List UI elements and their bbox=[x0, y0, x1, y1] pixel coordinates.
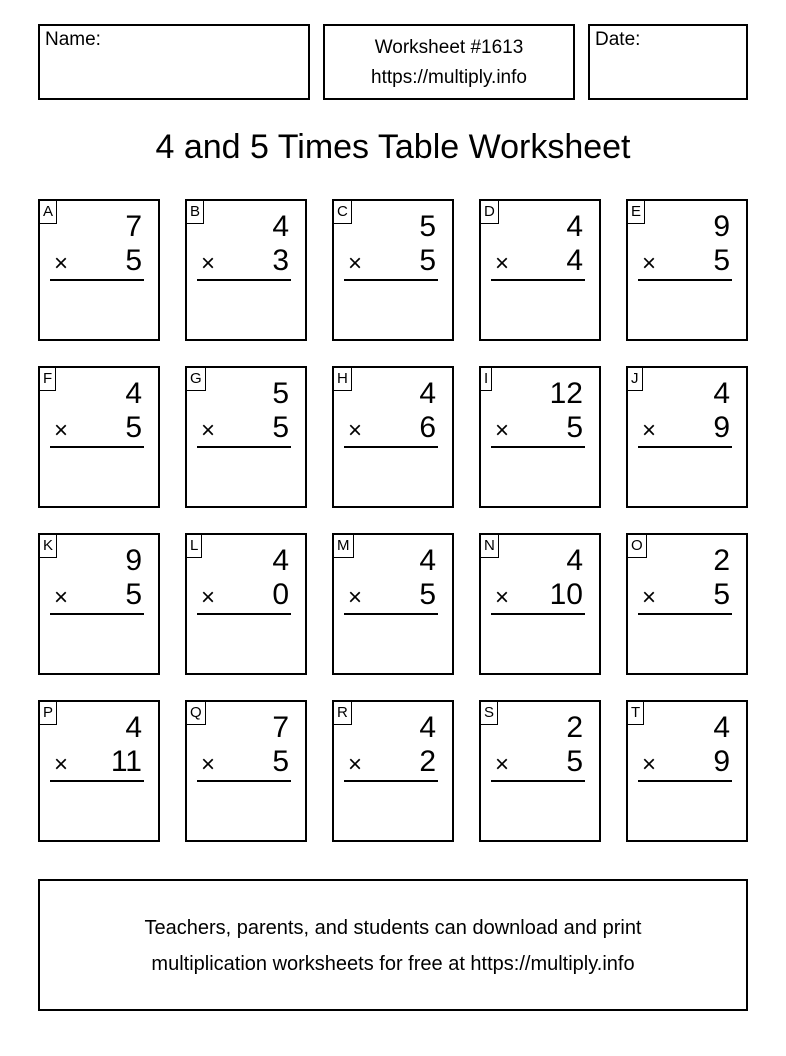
problem-top-number: 4 bbox=[125, 711, 142, 744]
problem-bottom-number: 5 bbox=[272, 745, 289, 778]
problem-top-number: 4 bbox=[566, 210, 583, 243]
worksheet-url: https://multiply.info bbox=[371, 67, 527, 88]
answer-line bbox=[491, 446, 585, 448]
problem-card[interactable] bbox=[479, 366, 601, 508]
problem-bottom-number: 3 bbox=[272, 244, 289, 277]
problem-card[interactable] bbox=[626, 700, 748, 842]
multiply-operator: × bbox=[495, 250, 510, 277]
date-field-box[interactable] bbox=[588, 24, 748, 100]
multiply-operator: × bbox=[495, 584, 510, 611]
answer-line bbox=[638, 613, 732, 615]
multiply-operator: × bbox=[495, 417, 510, 444]
problem-card[interactable] bbox=[185, 199, 307, 341]
answer-line bbox=[344, 446, 438, 448]
multiply-operator: × bbox=[54, 584, 69, 611]
worksheet-info-box bbox=[323, 24, 575, 100]
problem-top-number: 2 bbox=[713, 544, 730, 577]
worksheet-title: 4 and 5 Times Table Worksheet bbox=[155, 128, 631, 166]
name-field-box[interactable] bbox=[38, 24, 310, 100]
multiply-operator: × bbox=[348, 417, 363, 444]
problem-bottom-number: 0 bbox=[272, 578, 289, 611]
problem-bottom-number: 9 bbox=[713, 411, 730, 444]
problem-letter: S bbox=[481, 702, 498, 725]
problem-letter: C bbox=[334, 201, 352, 224]
problem-letter: M bbox=[334, 535, 354, 558]
multiply-operator: × bbox=[642, 417, 657, 444]
problem-top-number: 4 bbox=[272, 544, 289, 577]
problem-top-number: 4 bbox=[713, 711, 730, 744]
problem-letter: A bbox=[40, 201, 57, 224]
multiply-operator: × bbox=[642, 250, 657, 277]
multiply-operator: × bbox=[495, 751, 510, 778]
problem-bottom-number: 5 bbox=[566, 411, 583, 444]
multiply-operator: × bbox=[201, 417, 216, 444]
problem-bottom-number: 10 bbox=[549, 578, 583, 611]
problem-card[interactable] bbox=[626, 199, 748, 341]
problem-card[interactable] bbox=[479, 199, 601, 341]
problem-top-number: 2 bbox=[566, 711, 583, 744]
answer-line bbox=[638, 780, 732, 782]
problem-bottom-number: 5 bbox=[713, 578, 730, 611]
problem-top-number: 7 bbox=[125, 210, 142, 243]
answer-line bbox=[50, 279, 144, 281]
answer-line bbox=[197, 279, 291, 281]
problem-bottom-number: 9 bbox=[713, 745, 730, 778]
problem-card[interactable] bbox=[332, 366, 454, 508]
answer-line bbox=[50, 780, 144, 782]
problem-card[interactable] bbox=[479, 533, 601, 675]
multiply-operator: × bbox=[54, 751, 69, 778]
answer-line bbox=[638, 446, 732, 448]
problem-bottom-number: 11 bbox=[110, 745, 142, 778]
multiply-operator: × bbox=[54, 250, 69, 277]
problem-top-number: 5 bbox=[419, 210, 436, 243]
problem-letter: R bbox=[334, 702, 352, 725]
problem-bottom-number: 4 bbox=[566, 244, 583, 277]
answer-line bbox=[344, 613, 438, 615]
problem-card[interactable] bbox=[38, 700, 160, 842]
problem-top-number: 4 bbox=[566, 544, 583, 577]
answer-line bbox=[638, 279, 732, 281]
problem-card[interactable] bbox=[626, 366, 748, 508]
problem-card[interactable] bbox=[38, 366, 160, 508]
problem-bottom-number: 5 bbox=[566, 745, 583, 778]
problem-letter: N bbox=[481, 535, 499, 558]
problem-letter: L bbox=[187, 535, 202, 558]
answer-line bbox=[344, 279, 438, 281]
problem-top-number: 4 bbox=[419, 377, 436, 410]
problem-letter: D bbox=[481, 201, 499, 224]
multiply-operator: × bbox=[642, 584, 657, 611]
problem-top-number: 4 bbox=[713, 377, 730, 410]
problem-letter: E bbox=[628, 201, 645, 224]
worksheet-number: Worksheet #1613 bbox=[374, 37, 524, 58]
multiply-operator: × bbox=[348, 751, 363, 778]
answer-line bbox=[491, 780, 585, 782]
answer-line bbox=[344, 780, 438, 782]
problem-top-number: 9 bbox=[125, 544, 142, 577]
problem-bottom-number: 5 bbox=[125, 578, 142, 611]
name-label: Name: bbox=[45, 29, 101, 50]
problem-letter: B bbox=[187, 201, 204, 224]
problem-top-number: 4 bbox=[419, 544, 436, 577]
answer-line bbox=[197, 446, 291, 448]
problem-bottom-number: 5 bbox=[125, 411, 142, 444]
problem-card[interactable] bbox=[332, 700, 454, 842]
problem-top-number: 4 bbox=[125, 377, 142, 410]
problem-letter: K bbox=[40, 535, 57, 558]
answer-line bbox=[50, 613, 144, 615]
footer-box bbox=[38, 879, 748, 1011]
date-label: Date: bbox=[595, 29, 641, 50]
problem-card[interactable] bbox=[185, 533, 307, 675]
problem-top-number: 5 bbox=[272, 377, 289, 410]
problem-card[interactable] bbox=[479, 700, 601, 842]
multiply-operator: × bbox=[642, 751, 657, 778]
problem-bottom-number: 5 bbox=[713, 244, 730, 277]
problem-card[interactable] bbox=[332, 533, 454, 675]
problem-card[interactable] bbox=[185, 366, 307, 508]
footer-text-line-2: multiplication worksheets for free at https://multiply.info bbox=[151, 953, 635, 975]
multiply-operator: × bbox=[201, 751, 216, 778]
problem-letter: F bbox=[40, 368, 56, 391]
problem-bottom-number: 5 bbox=[419, 578, 436, 611]
problem-top-number: 7 bbox=[272, 711, 289, 744]
problem-top-number: 12 bbox=[549, 377, 583, 410]
problem-letter: J bbox=[628, 368, 643, 391]
problem-card[interactable] bbox=[38, 533, 160, 675]
problem-bottom-number: 6 bbox=[419, 411, 436, 444]
problem-card[interactable] bbox=[626, 533, 748, 675]
answer-line bbox=[197, 613, 291, 615]
answer-line bbox=[491, 279, 585, 281]
problem-letter: P bbox=[40, 702, 57, 725]
problem-top-number: 4 bbox=[419, 711, 436, 744]
multiply-operator: × bbox=[348, 584, 363, 611]
problem-top-number: 4 bbox=[272, 210, 289, 243]
answer-line bbox=[197, 780, 291, 782]
problem-top-number: 9 bbox=[713, 210, 730, 243]
problem-letter: I bbox=[481, 368, 492, 391]
problem-card[interactable] bbox=[38, 199, 160, 341]
problem-letter: G bbox=[187, 368, 206, 391]
multiply-operator: × bbox=[201, 584, 216, 611]
answer-line bbox=[50, 446, 144, 448]
problem-card[interactable] bbox=[332, 199, 454, 341]
problem-bottom-number: 5 bbox=[125, 244, 142, 277]
answer-line bbox=[491, 613, 585, 615]
problem-card[interactable] bbox=[185, 700, 307, 842]
multiply-operator: × bbox=[348, 250, 363, 277]
problem-bottom-number: 5 bbox=[419, 244, 436, 277]
problem-letter: Q bbox=[187, 702, 206, 725]
problem-letter: H bbox=[334, 368, 352, 391]
multiply-operator: × bbox=[201, 250, 216, 277]
problem-letter: O bbox=[628, 535, 647, 558]
multiply-operator: × bbox=[54, 417, 69, 444]
problem-letter: T bbox=[628, 702, 644, 725]
footer-text-line-1: Teachers, parents, and students can download and print bbox=[144, 917, 642, 939]
problem-bottom-number: 5 bbox=[272, 411, 289, 444]
problem-bottom-number: 2 bbox=[419, 745, 436, 778]
